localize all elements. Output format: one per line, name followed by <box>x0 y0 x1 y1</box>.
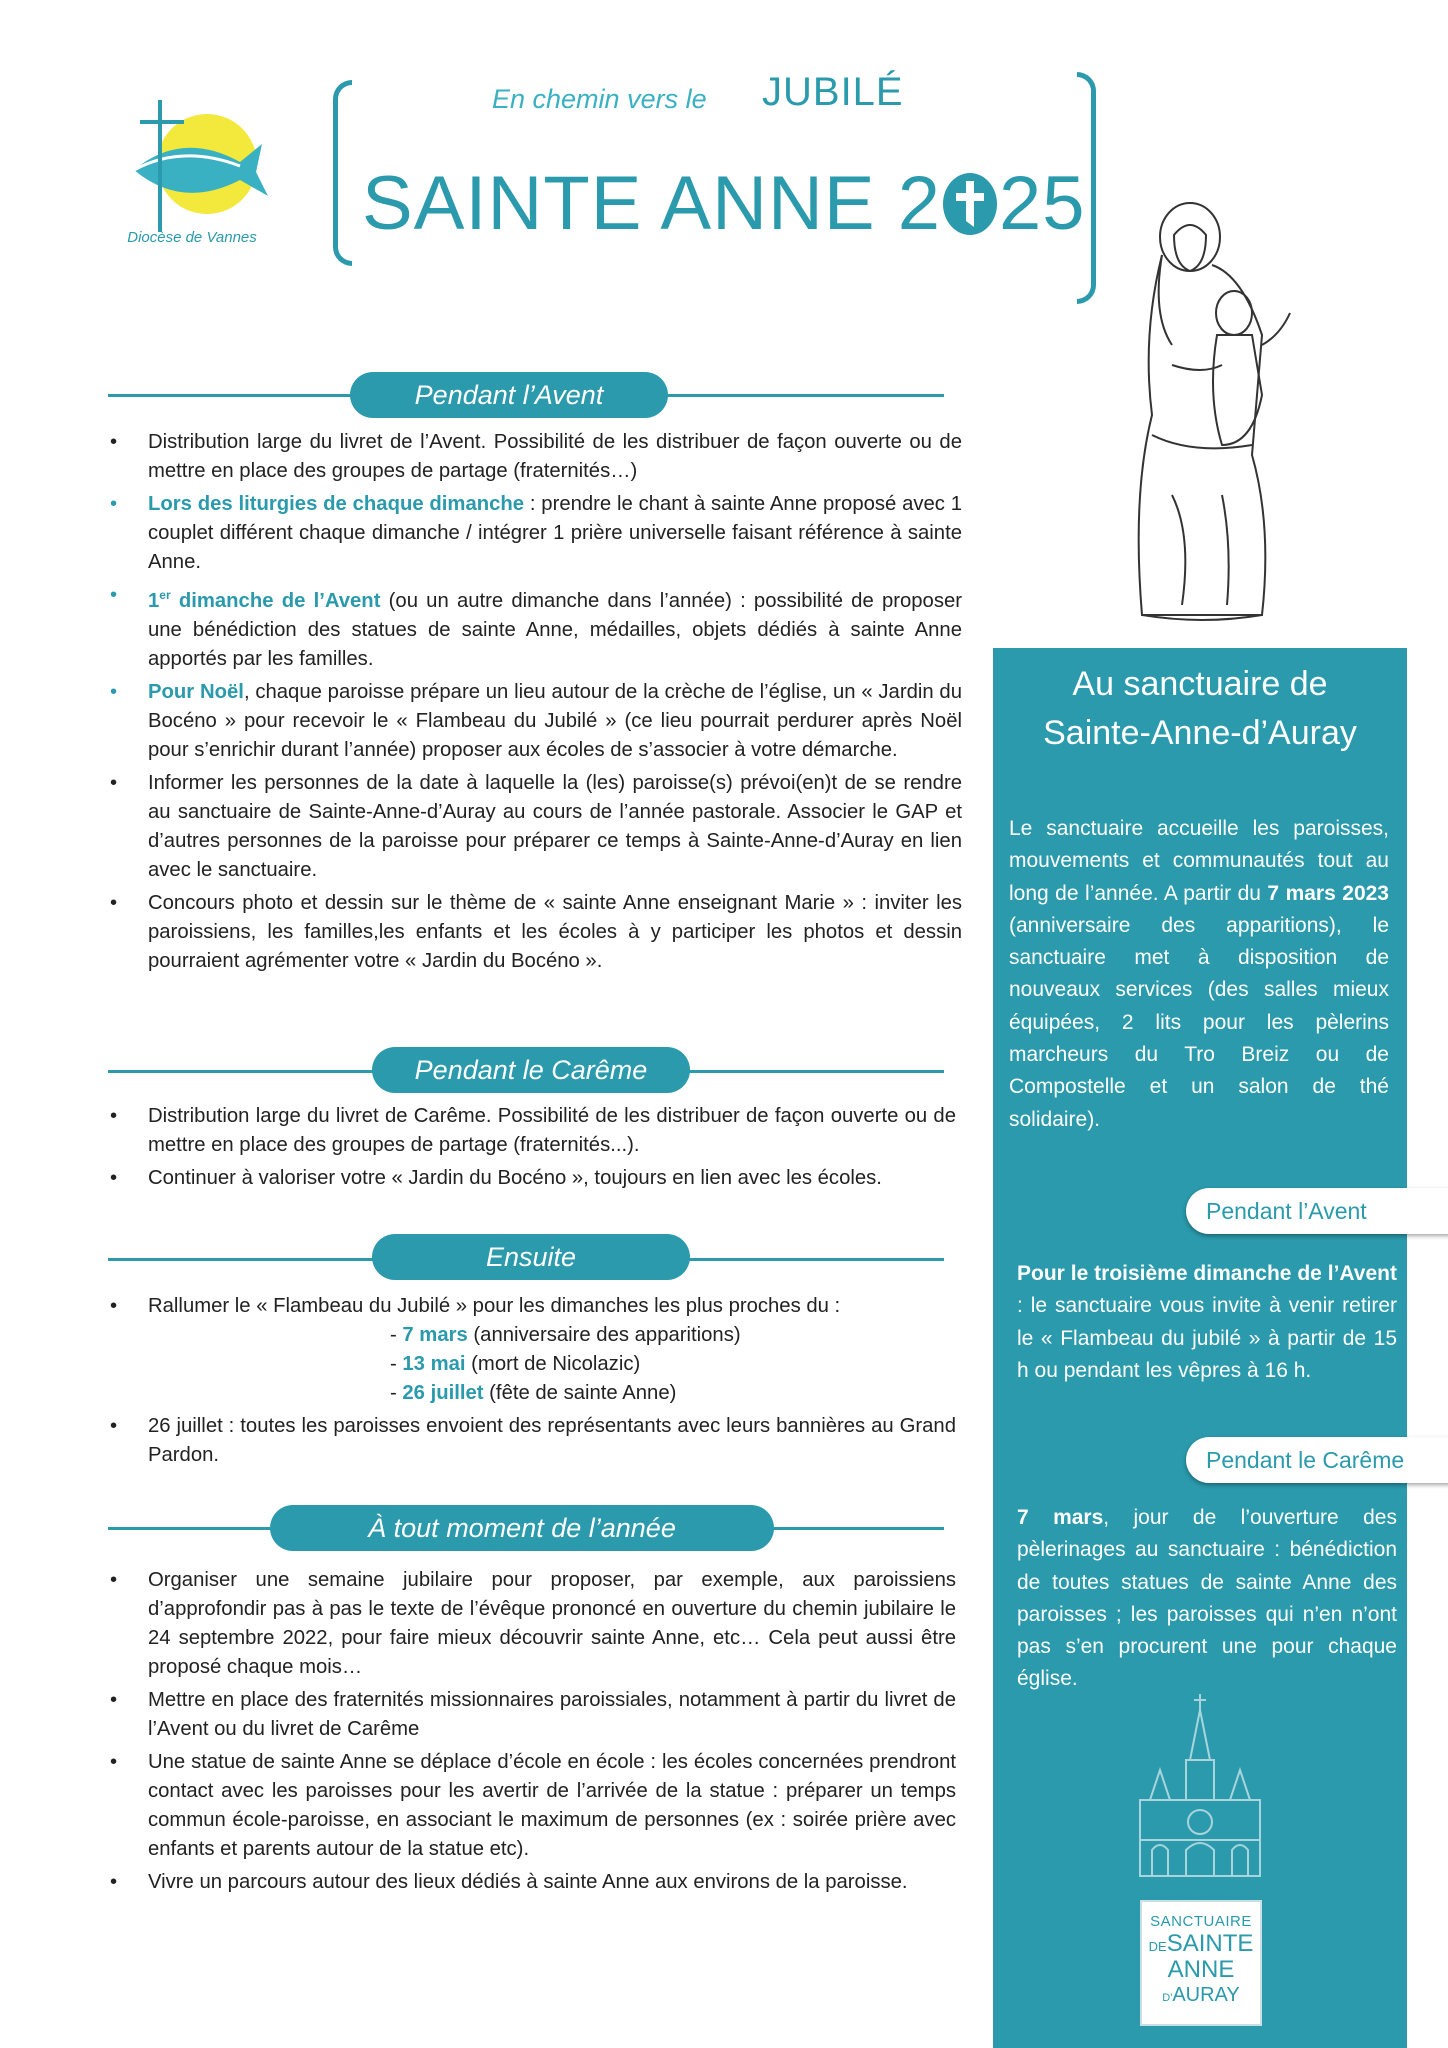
list-item: • Lors des liturgies de chaque dimanche : prendre le chant à sainte Anne proposé avec 1 couplet différent chaque dimanche / intégrer 1 prière universelle faisant référence à sainte Anne. <box>110 490 962 577</box>
title-frame-left <box>333 80 352 266</box>
title-year-start: 2 <box>897 161 941 246</box>
list-item: • Mettre en place des fraternités missionnaires paroissiales, notamment à partir du livret de l’Avent ou du livret de Carême <box>110 1686 956 1744</box>
list-item: • Informer les personnes de la date à laquelle la (les) paroisse(s) prévoi(en)t de se rendre au sanctuaire de Sainte-Anne-d’Auray au cours de l’année pastorale. Associer le GAP et d’autres personnes de la paroisse pour préparer ce temps à Sainte-Anne-d’Auray en lien avec le sanctuaire. <box>110 769 962 885</box>
panel-avent-text: Pour le troisième dimanche de l’Avent : le sanctuaire vous invite à venir retirer le « Flambeau du jubilé » à partir de 15 h ou pendant les vêpres à 16 h. <box>1017 1262 1397 1382</box>
diocese-logo-icon <box>112 92 272 252</box>
section-title-annee: À tout moment de l’année <box>270 1505 774 1551</box>
list-item: • Une statue de sainte Anne se déplace d’école en école : les écoles concernées prendront contact avec les paroisses pour les avertir de l’arrivée de la statue : préparer un temps commun école-paroisse, en associant le maximum de personnes (ex : soirée prière avec enfants et parents autour de la statue etc). <box>110 1748 956 1864</box>
section-title-ensuite: Ensuite <box>372 1234 690 1280</box>
panel-tag-careme: Pendant le Carême <box>1186 1437 1448 1483</box>
list-item: • 1er dimanche de l’Avent (ou un autre dimanche dans l’année) : possibilité de proposer une bénédiction des statues de sainte Anne, médailles, objets dédiés à sainte Anne apportés par les familles. <box>110 581 962 674</box>
panel-title: Au sanctuaire de Sainte-Anne-d’Auray <box>1043 665 1357 752</box>
list-item: • Concours photo et dessin sur le thème de « sainte Anne enseignant Marie » : inviter les paroissiens, les familles,les enfants et les écoles à y participer les photos et dessin pourraient agrémenter votre « Jardin du Bocéno ». <box>110 889 962 976</box>
list-item: • Distribution large du livret de l’Avent. Possibilité de les distribuer de façon ouverte ou de mettre en place des groupes de partage (fraternités…) <box>110 428 962 486</box>
list-item: • Continuer à valoriser votre « Jardin du Bocéno », toujours en lien avec les écoles. <box>110 1164 956 1193</box>
list-item: • 26 juillet : toutes les paroisses envoient des représentants avec leurs bannières au Grand Pardon. <box>110 1412 956 1470</box>
cross-zero-icon <box>943 173 997 235</box>
annee-list <box>110 1566 956 1901</box>
date-line: - 7 mars (anniversaire des apparitions) <box>390 1324 741 1346</box>
title-kicker: En chemin vers le <box>492 84 707 114</box>
list-item: • Vivre un parcours autour des lieux dédiés à sainte Anne aux environs de la paroisse. <box>110 1868 956 1897</box>
list-item: • Pour Noël, chaque paroisse prépare un lieu autour de la crèche de l’église, un « Jardin du Bocéno » pour recevoir le « Flambeau du Jubilé » (ce lieu pourrait perdurer après Noël pour s’enrichir durant l’année) proposer aux écoles de s’associer à votre démarche. <box>110 678 962 765</box>
list-item: • Distribution large du livret de Carême. Possibilité de les distribuer de façon ouverte ou de mettre en place des groupes de partage (fraternités...). <box>110 1102 956 1160</box>
careme-list <box>110 1102 956 1197</box>
avent-list <box>110 428 962 980</box>
panel-tag-avent: Pendant l’Avent <box>1186 1188 1448 1234</box>
sanctuary-logo: SANCTUAIRE DESAINTE ANNE D'AURAY <box>1140 1900 1262 2026</box>
title-jubile: JUBILÉ <box>762 70 904 114</box>
section-title-careme: Pendant le Carême <box>372 1047 690 1093</box>
ensuite-list <box>110 1292 956 1474</box>
panel-intro: Le sanctuaire accueille les paroisses, mouvements et communautés tout au long de l’année. A partir du 7 mars 2023 (anniversaire des apparitions), le sanctuaire met à disposition de nouveaux services (des salles mieux équipées, 2 lits pour les pèlerins marcheurs du Tro Breiz ou de Compostelle et un salon de thé solidaire). <box>1009 817 1389 1131</box>
date-line: - 26 juillet (fête de sainte Anne) <box>390 1382 677 1404</box>
sainte-anne-statue-icon <box>1112 195 1312 635</box>
page-title <box>362 160 1086 247</box>
date-line: - 13 mai (mort de Nicolazic) <box>390 1353 641 1375</box>
list-item: • Organiser une semaine jubilaire pour proposer, par exemple, aux paroissiens d’approfondir pas à pas le texte de l’évêque prononcé en ouverture du chemin jubilaire le 24 septembre 2022, pour faire mieux découvrir sainte Anne, etc… Cela peut aussi être proposé chaque mois… <box>110 1566 956 1682</box>
title-year-end: 25 <box>998 161 1086 246</box>
section-title-avent: Pendant l’Avent <box>350 372 668 418</box>
panel-careme-text: 7 mars, jour de l’ouverture des pèlerinages au sanctuaire : bénédiction de toutes statues de sainte Anne des paroisses ; les paroisses qui n’en n’ont pas s’en procurent une pour chaque église. <box>1017 1506 1397 1691</box>
list-item: • Rallumer le « Flambeau du Jubilé » pour les dimanches les plus proches du : - 7 mars (anniversaire des apparitions) - 13 mai (mort de Nicolazic) - 26 juillet (fête de sainte Anne) <box>110 1292 956 1408</box>
basilica-icon <box>1130 1690 1270 1880</box>
title-main-text: SAINTE ANNE <box>362 161 898 246</box>
logo-caption: Diocèse de Vannes <box>127 229 257 246</box>
